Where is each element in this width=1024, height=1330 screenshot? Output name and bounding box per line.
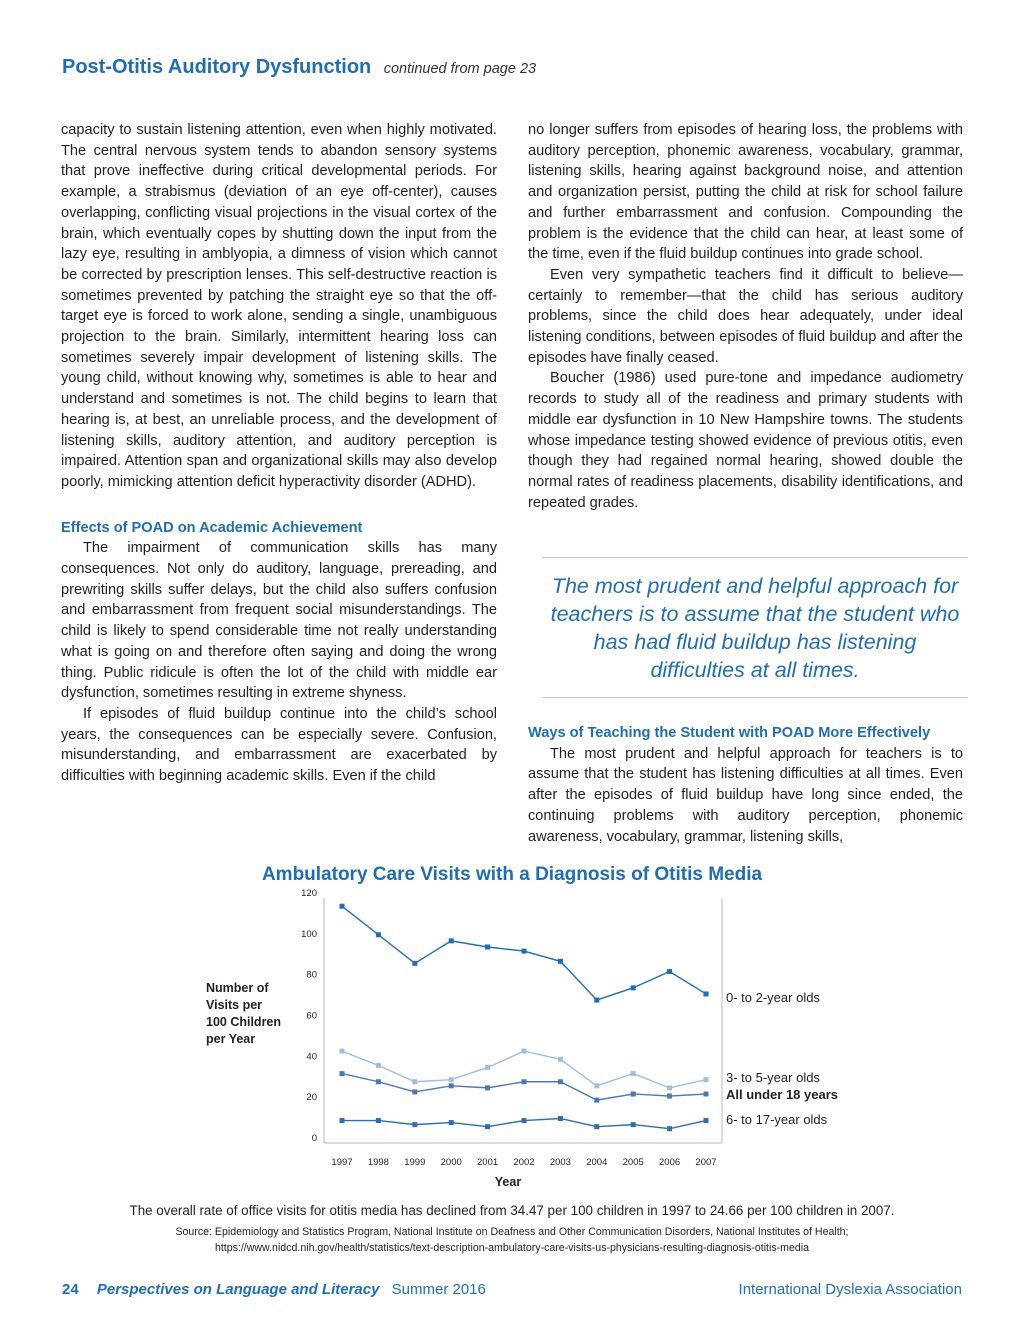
y-tick-label: 40 [306, 1051, 317, 1063]
data-point [704, 1118, 709, 1123]
data-point [522, 949, 527, 954]
data-point [704, 1092, 709, 1097]
right-paragraph-4: The most prudent and helpful approach for teachers is to assume that the student has listening difficulties at all times. Even after the episodes of fluid buildup have long since ended, the continuing problems with auditory perception, phonemic awareness, vocabulary, grammar, listening skills, [528, 745, 963, 845]
data-point [340, 904, 345, 909]
y-tick-label: 60 [306, 1010, 317, 1022]
data-point [631, 1122, 636, 1127]
data-point [522, 1079, 527, 1084]
y-tick-label: 120 [301, 888, 317, 899]
x-tick-label: 2001 [477, 1157, 499, 1168]
organization-name: International Dyslexia Association [738, 1281, 962, 1298]
data-point [631, 1071, 636, 1076]
data-point [558, 1116, 563, 1121]
data-point [340, 1071, 345, 1076]
section-heading-effects: Effects of POAD on Academic Achievement [61, 519, 363, 536]
right-paragraph-1: no longer suffers from episodes of hearing loss, the problems with auditory perception, phonemic awareness, vocabulary, grammar, listening skills, hearing against background noise, and attention and organization persist, putting the child at risk for school failure and further embarrassment and confusion. Compounding the problem is the evidence that the child can hear, at least some of the time, even if the fluid buildup continues into grade school. [528, 122, 963, 263]
data-point [485, 945, 490, 950]
x-tick-label: 2003 [549, 1157, 571, 1168]
data-point [667, 1085, 672, 1090]
x-tick-label: 1997 [331, 1157, 353, 1168]
data-point [376, 1118, 381, 1123]
y-tick-label: 0 [311, 1133, 317, 1144]
data-point [376, 1079, 381, 1084]
y-tick-label: 20 [306, 1092, 317, 1104]
data-point [485, 1065, 490, 1070]
continued-note: continued from page 23 [383, 61, 537, 77]
right-paragraph-2: Even very sympathetic teachers find it difficult to believe—certainly to remember—that the child has serious auditory problems, since the child does hear adequately, under ideal listening conditions, between episodes of fluid buildup and after the episodes have finally ceased. [528, 266, 963, 366]
x-tick-label: 2000 [440, 1157, 462, 1168]
page-footer [62, 1281, 962, 1303]
left-paragraph-2: The impairment of communication skills has many consequences. Not only do auditory, language, prereading, and prewriting skills suffer delays, but the child also suffers confusion and embarrassment from frequent social misunderstandings. The child is likely to spend considerable time not really understanding what is going on and therefore often saying and doing the wrong thing. Public ridicule is often the lot of the child with middle ear dysfunction, sometimes resulting in extreme shyness. [61, 540, 497, 702]
right-paragraph-3: Boucher (1986) used pure-tone and impedance audiometry records to study all of the readiness and primary students with middle ear dysfunction in 10 New Hampshire towns. The students whose impedance testing showed evidence of previous otitis, even though they had regained normal hearing, showed double the normal rates of readiness placements, disability identifications, and repeated grades. [528, 370, 963, 511]
page-number: 24 [62, 1281, 79, 1298]
issue-label: Summer 2016 [391, 1281, 486, 1298]
data-point [594, 998, 599, 1003]
data-point [449, 1120, 454, 1125]
data-point [558, 1079, 563, 1084]
data-point [667, 969, 672, 974]
data-point [631, 985, 636, 990]
y-axis-label: Number of [206, 981, 269, 995]
data-point [485, 1085, 490, 1090]
data-point [449, 1083, 454, 1088]
data-point [522, 1049, 527, 1054]
data-point [340, 1118, 345, 1123]
section-heading-ways: Ways of Teaching the Student with POAD More Effectively [528, 725, 931, 741]
series-label: All under 18 years [726, 1087, 838, 1102]
data-point [594, 1083, 599, 1088]
y-axis-label: per Year [206, 1032, 256, 1046]
y-tick-label: 100 [301, 928, 317, 940]
data-point [558, 1057, 563, 1062]
journal-title: Perspectives on Language and Literacy [96, 1281, 380, 1298]
data-point [449, 1077, 454, 1082]
chart-title: Ambulatory Care Visits with a Diagnosis of Otitis Media [261, 864, 763, 885]
data-point [631, 1092, 636, 1097]
left-paragraph-1: capacity to sustain listening attention, even when highly motivated. The central nervous system tends to abandon sensory systems that prove ineffective during critical developmental periods. For example, a strabismus (deviation of an eye off-center), causes overlapping, conflicting visual projections in the visual cortex of the brain, which eventually copes by shutting down the input from the lazy eye, resulting in amblyopia, a dimness of vision which cannot be corrected by prescription lenses. This self-destructive reaction is sometimes prevented by patching the straight eye so that the off-target eye is forced to work alone, sending a single, unambiguous projection to the brain. Similarly, intermittent hearing loss can sometimes severely impair development of listening skills. The young child, without knowing why, sometimes is able to hear and understand and sometimes is not. The child begins to learn that hearing is, at best, an unreliable process, and the development of listening skills, auditory attention, and auditory perception is impaired. Attention span and organizational skills may also develop poorly, mimicking attention deficit hyperactivity disorder (ADHD). [61, 122, 497, 490]
chart-caption: The overall rate of office visits for otitis media has declined from 34.47 per 100 children in 1997 to 24.66 per 100 children in 2007. [129, 1203, 895, 1218]
x-tick-label: 2002 [513, 1157, 535, 1168]
article-title: Post-Otitis Auditory Dysfunction [62, 56, 372, 78]
data-point [412, 1089, 417, 1094]
data-point [412, 1079, 417, 1084]
x-tick-label: 2007 [695, 1157, 717, 1168]
data-point [558, 959, 563, 964]
x-tick-label: 1999 [404, 1157, 426, 1168]
data-point [376, 1063, 381, 1068]
series-label: 3- to 5-year olds [726, 1070, 820, 1085]
data-point [522, 1118, 527, 1123]
series-label: 6- to 17-year olds [726, 1112, 828, 1127]
data-point [704, 991, 709, 996]
data-point [594, 1124, 599, 1129]
data-point [412, 961, 417, 966]
data-point [667, 1094, 672, 1099]
x-tick-label: 2004 [586, 1157, 608, 1168]
y-axis-label: 100 Children [206, 1015, 282, 1029]
data-point [340, 1049, 345, 1054]
data-point [376, 932, 381, 937]
series-label: 0- to 2-year olds [726, 990, 820, 1005]
data-point [449, 938, 454, 943]
x-axis-label: Year [494, 1175, 522, 1189]
x-tick-label: 1998 [367, 1157, 389, 1168]
x-tick-label: 2006 [659, 1157, 681, 1168]
pull-quote-text: The most prudent and helpful approach for teachers is to assume that the student who has had fluid buildup has listening difficulties at all times. [550, 573, 960, 682]
source-line-1: Source: Epidemiology and Statistics Program, National Institute on Deafness and Other Communication Disorders, National Institutes of Health; [175, 1226, 849, 1238]
data-point [704, 1077, 709, 1082]
data-point [594, 1098, 599, 1103]
y-axis-label: Visits per [206, 998, 263, 1012]
source-url: https://www.nidcd.nih.gov/health/statistics/text-description-ambulatory-care-visits-us-physicians-resulting-diagnosis-otitis-media [214, 1242, 810, 1254]
left-paragraph-3: If episodes of fluid buildup continue into the child’s school years, the consequences can be especially severe. Confusion, misunderstanding, and embarrassment are exacerbated by difficulties with beginning academic skills. Even if the child [61, 705, 497, 785]
data-point [485, 1124, 490, 1129]
x-tick-label: 2005 [622, 1157, 644, 1168]
data-point [667, 1126, 672, 1131]
chart-source [0, 1224, 1024, 1256]
series-line [342, 1074, 706, 1101]
y-tick-label: 80 [306, 969, 317, 981]
data-point [412, 1122, 417, 1127]
